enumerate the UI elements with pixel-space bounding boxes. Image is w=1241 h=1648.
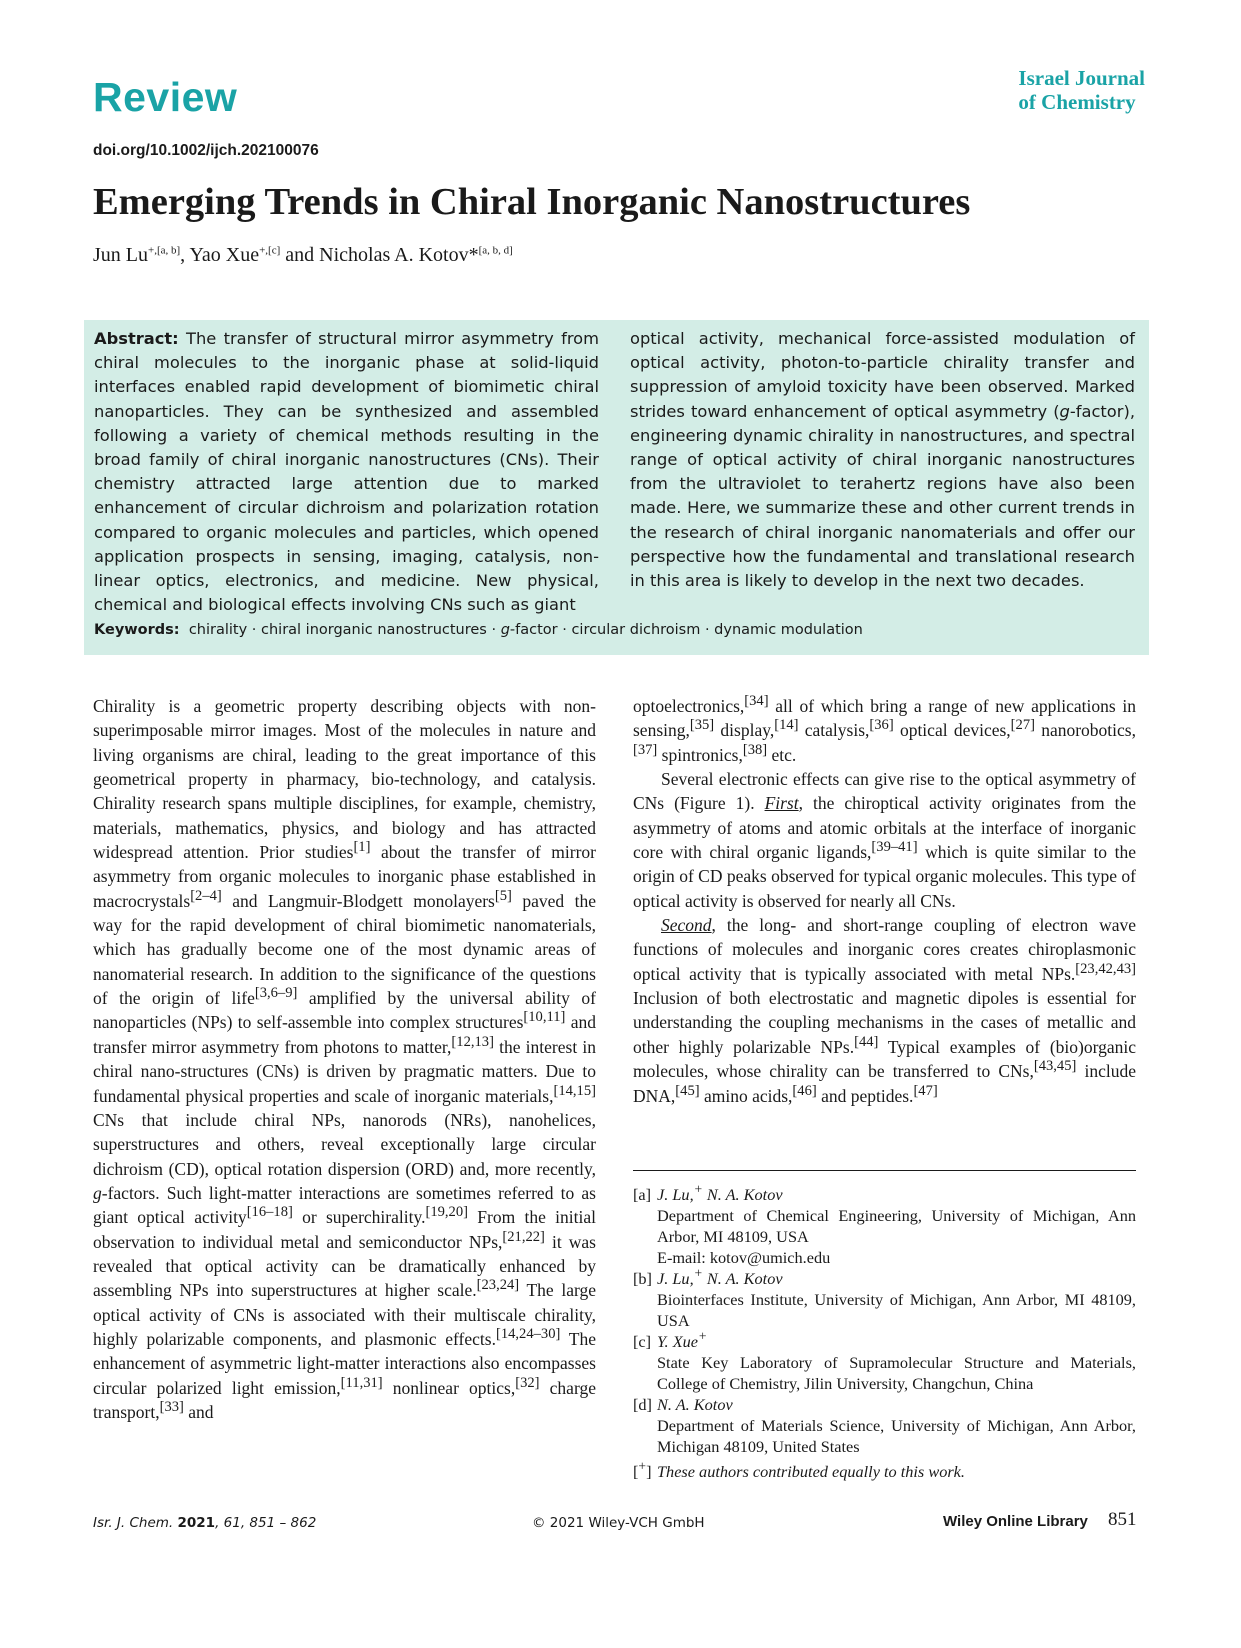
affiliations: [633, 1181, 1136, 1482]
body-text: -factors. Such light-matter interactions are sometimes referred to as giant optical activity: [93, 1182, 596, 1228]
journal-name: [1018, 66, 1145, 114]
footer-citation: [93, 1515, 316, 1531]
citation[interactable]: [47]: [913, 1082, 938, 1099]
abstract-text: -factor), engineering dynamic chirality in nanostructures, and spectral range of optical activity of chiral inorganic nanostructures from the ultraviolet to terahertz regions have also been made. Here, we summarize these and other current trends in the research of chiral inorganic nanomaterials and offer our perspective how the fundamental and translational research in this area is likely to develop in the next two decades.: [630, 401, 1135, 591]
note-sup: +: [638, 1458, 647, 1474]
citation[interactable]: [34]: [744, 693, 769, 710]
citation[interactable]: [3,6–9]: [254, 985, 298, 1002]
citation[interactable]: [32]: [515, 1374, 540, 1391]
keywords-list: chirality · chiral inorganic nanostructures ·: [188, 622, 501, 638]
affiliation-authors: [657, 1181, 1136, 1205]
citation[interactable]: [36]: [869, 717, 894, 734]
footer-copyright: © 2021 Wiley-VCH GmbH: [532, 1515, 705, 1531]
body-text: , the long- and short-range coupling of electron wave functions of molecules and inorganic cores creates chiroplasmonic optical activity that is typically associated with metal NPs.: [633, 915, 1136, 984]
affiliation-authors: [657, 1265, 1136, 1289]
affiliation-address: Department of Materials Science, University of Michigan, Ann Arbor, Michigan 48109, United States: [657, 1416, 1136, 1456]
body-text: etc.: [767, 744, 797, 765]
author-name: Jun Lu: [93, 244, 148, 266]
citation[interactable]: [45]: [675, 1082, 700, 1099]
abstract-label: Abstract:: [94, 329, 179, 348]
abstract-column-right: [630, 327, 1135, 593]
author-affil: [a, b, d]: [478, 244, 513, 257]
citation[interactable]: [33]: [159, 1399, 184, 1416]
journal-name-line1: Israel Journal: [1018, 66, 1145, 90]
author-separator: and: [280, 244, 320, 266]
journal-name-line2: of Chemistry: [1018, 90, 1136, 114]
footer-journal: Isr. J. Chem.: [93, 1515, 174, 1531]
body-text: include DNA,: [633, 1061, 1136, 1106]
abstract-text: The transfer of structural mirror asymmetry from chiral molecules to the inorganic phase at solid-liquid interfaces enabled rapid development of biomimetic chiral nanoparticles. They can be synthesized and assembled following a variety of chemical methods resulting in the broad family of chiral inorganic nanostructures (CNs). Their chemistry attracted large attention due to marked enhancement of circular dichroism and polarization rotation compared to organic molecules and particles, which opened application prospects in sensing, imaging, catalysis, non-linear optics, electronics, and medicine. New physical, chemical and biological effects involving CNs such as giant: [94, 329, 599, 615]
affiliation-author: N. A. Kotov: [702, 1185, 783, 1204]
note-bracket: [: [633, 1462, 639, 1481]
body-text: amplified by the universal ability of nanoparticles (NPs) to self-assemble into complex structures: [93, 988, 597, 1033]
abstract-italic: g: [1059, 401, 1070, 421]
article-title: Emerging Trends in Chiral Inorganic Nanostructures: [93, 181, 971, 223]
body-column-left: [93, 694, 596, 1424]
body-paragraph: [633, 694, 1136, 767]
citation[interactable]: [12,13]: [451, 1033, 494, 1050]
footer-year: 2021: [177, 1515, 216, 1531]
body-text: nonlinear optics,: [382, 1377, 516, 1398]
citation[interactable]: [19,20]: [425, 1204, 468, 1221]
affiliation-item: [633, 1265, 1136, 1331]
body-text: which is quite similar to the origin of CD peaks observed for typical organic molecules. This type of optical activity is observed for nearly all CNs.: [633, 842, 1136, 911]
author-affil: +,[c]: [259, 244, 281, 257]
body-paragraph: [633, 767, 1136, 913]
citation[interactable]: [46]: [792, 1082, 817, 1099]
citation[interactable]: [10,11]: [523, 1009, 566, 1026]
body-text: and Langmuir-Blodgett monolayers: [221, 890, 495, 911]
body-text: all of which bring a range of new applications in sensing,: [633, 696, 1136, 741]
body-paragraph: [633, 913, 1136, 1108]
citation[interactable]: [35]: [689, 717, 715, 734]
author-name: Yao Xue: [189, 244, 260, 266]
note-text: These authors contributed equally to this work.: [657, 1462, 965, 1481]
body-text: it was revealed that optical activity can be dramatically enhanced by assembling NPs into superstructures at higher scale.: [93, 1231, 596, 1301]
body-text: and transfer mirror asymmetry from photons to matter,: [93, 1012, 596, 1057]
affiliation-tag: [d]: [633, 1395, 652, 1414]
affiliation-sup: +: [693, 1181, 703, 1197]
doi-link[interactable]: doi.org/10.1002/ijch.202100076: [93, 142, 319, 159]
affiliation-address: State Key Laboratory of Supramolecular Structure and Materials, College of Chemistry, Jilin University, Changchun, China: [657, 1353, 1136, 1393]
body-text: Chirality is a geometric property describing objects with non-superimposable mirror images. Most of the molecules in nature and living organisms are chiral, leading to the great importance of this geometrical property in pharmacy, bio-technology, and catalysis. Chirality research spans multiple disciplines, for example, chemistry, materials, mathematics, physics, and biology and has attracted widespread attention. Prior studies: [93, 696, 596, 863]
affiliation-sup: +: [693, 1265, 703, 1281]
body-text: Typical examples of (bio)organic molecules, whose chirality can be transferred to CNs,: [633, 1036, 1136, 1082]
citation[interactable]: [23,42,43]: [1075, 960, 1136, 977]
body-text: catalysis,: [798, 720, 870, 741]
citation[interactable]: [1]: [353, 839, 371, 856]
equal-contribution-note: [633, 1458, 1136, 1482]
body-text: amino acids,: [699, 1085, 793, 1106]
affiliation-item: [633, 1394, 1136, 1457]
affiliation-tag: [a]: [633, 1185, 652, 1204]
citation[interactable]: [11,31]: [340, 1374, 383, 1391]
affiliation-tag: [c]: [633, 1332, 652, 1351]
body-text: and peptides.: [816, 1085, 914, 1106]
author-affil: +,[a, b]: [148, 244, 181, 257]
footer-volume-pages: , 61, 851 – 862: [215, 1515, 317, 1531]
affiliation-author: N. A. Kotov: [657, 1395, 733, 1414]
body-column-right: [633, 694, 1136, 1108]
affiliation-author: Y. Xue: [657, 1332, 699, 1351]
citation[interactable]: [27]: [1010, 717, 1035, 734]
affiliation-author: J. Lu,: [657, 1185, 694, 1204]
body-text: Inclusion of both electrostatic and magnetic dipoles is essential for understanding the coupling mechanisms in the cases of metallic and other highly polarizable NPs.: [633, 988, 1136, 1057]
note-bracket: ]: [646, 1462, 652, 1481]
keywords-label: Keywords:: [94, 622, 180, 638]
body-text: or superchirality.: [292, 1207, 426, 1228]
citation[interactable]: [39–41]: [871, 839, 918, 856]
affiliation-author: N. A. Kotov: [702, 1269, 783, 1288]
affiliation-authors: [657, 1328, 1136, 1352]
body-text: about the transfer of mirror asymmetry from organic molecules to inorganic phase established in macrocrystals: [93, 842, 596, 911]
abstract-text: optical activity, mechanical force-assisted modulation of optical activity, photon-to-particle chirality transfer and suppression of amyloid toxicity have been observed. Marked strides toward enhancement of optical asymmetry (: [630, 329, 1135, 421]
body-text: spintronics,: [657, 744, 743, 765]
abstract-column-left: [94, 327, 599, 617]
body-text: The large optical activity of CNs is associated with their multiscale chirality, highly polarizable components, and plasmonic effects.: [93, 1280, 596, 1349]
body-text: optical devices,: [893, 720, 1011, 741]
body-text: the interest in chiral nano-structures (CNs) is driven by pragmatic matters. Due to fundamental physical properties and scale of inorganic materials,: [93, 1036, 596, 1106]
citation[interactable]: [38]: [742, 741, 768, 758]
wiley-online-library-link[interactable]: Wiley Online Library: [943, 1513, 1088, 1530]
body-text: Several electronic effects can give rise to the optical asymmetry of CNs (Figure 1).: [633, 769, 1136, 814]
affiliation-item: [633, 1328, 1136, 1394]
affiliation-email[interactable]: E-mail: kotov@umich.edu: [657, 1248, 831, 1267]
body-text: , the chiroptical activity originates from the asymmetry of atoms and atomic orbitals at the interface of inorganic core with chiral organic ligands,: [633, 793, 1136, 863]
keywords-italic: g: [500, 622, 510, 638]
affiliation-authors: [657, 1394, 1136, 1415]
body-text: From the initial observation to individual metal and semiconductor NPs,: [93, 1207, 596, 1252]
affiliation-address: Biointerfaces Institute, University of Michigan, Ann Arbor, MI 48109, USA: [657, 1290, 1136, 1330]
author-list: [93, 244, 513, 267]
citation[interactable]: [14,15]: [553, 1082, 596, 1099]
body-emphasis: First: [764, 793, 799, 814]
citation[interactable]: [43,45]: [1033, 1058, 1077, 1075]
affiliation-author: J. Lu,: [657, 1269, 694, 1288]
citation[interactable]: [44]: [854, 1033, 879, 1050]
citation[interactable]: [5]: [494, 887, 512, 904]
body-text: optoelectronics,: [633, 696, 745, 716]
body-text: nanorobotics,: [1034, 720, 1136, 741]
body-text: display,: [714, 720, 775, 741]
body-text: The enhancement of asymmetric light-matter interactions also encompasses circular polarized light emission,: [93, 1328, 596, 1398]
citation[interactable]: [14]: [774, 717, 799, 734]
affiliation-address: Department of Chemical Engineering, University of Michigan, Ann Arbor, MI 48109, USA: [657, 1206, 1136, 1246]
body-paragraph: [93, 694, 596, 1424]
keywords: [94, 622, 863, 638]
affiliation-tag: [b]: [633, 1269, 652, 1288]
abstract-box: [84, 320, 1149, 655]
citation[interactable]: [2–4]: [190, 887, 222, 904]
citation[interactable]: [23,24]: [476, 1277, 520, 1294]
citation[interactable]: [37]: [633, 741, 658, 758]
citation[interactable]: [14,24–30]: [495, 1326, 561, 1343]
citation[interactable]: [21,22]: [502, 1228, 545, 1245]
page-number: 851: [1108, 1509, 1137, 1530]
affiliation-item: [633, 1181, 1136, 1268]
affiliation-sup: +: [698, 1328, 708, 1344]
author-name: Nicholas A. Kotov*: [319, 244, 479, 266]
affiliation-divider: [633, 1170, 1136, 1171]
body-text: charge transport,: [93, 1377, 596, 1422]
keywords-list: -factor · circular dichroism · dynamic modulation: [509, 622, 863, 638]
body-text: and: [183, 1401, 214, 1422]
citation[interactable]: [16–18]: [246, 1204, 293, 1221]
author-separator: ,: [180, 244, 190, 266]
body-italic: g: [93, 1182, 102, 1203]
body-text: paved the way for the rapid development of chiral biomimetic nanomaterials, which has gradually become one of the most dynamic areas of nanomaterial research. In addition to the significance of the questions of the origin of life: [93, 890, 596, 1009]
body-text: CNs that include chiral NPs, nanorods (NRs), nanohelices, superstructures and others, reveal exceptionally large circular dichroism (CD), optical rotation dispersion (ORD) and, more recently,: [93, 1109, 596, 1179]
body-emphasis: Second: [661, 915, 712, 936]
section-label: Review: [93, 74, 238, 120]
